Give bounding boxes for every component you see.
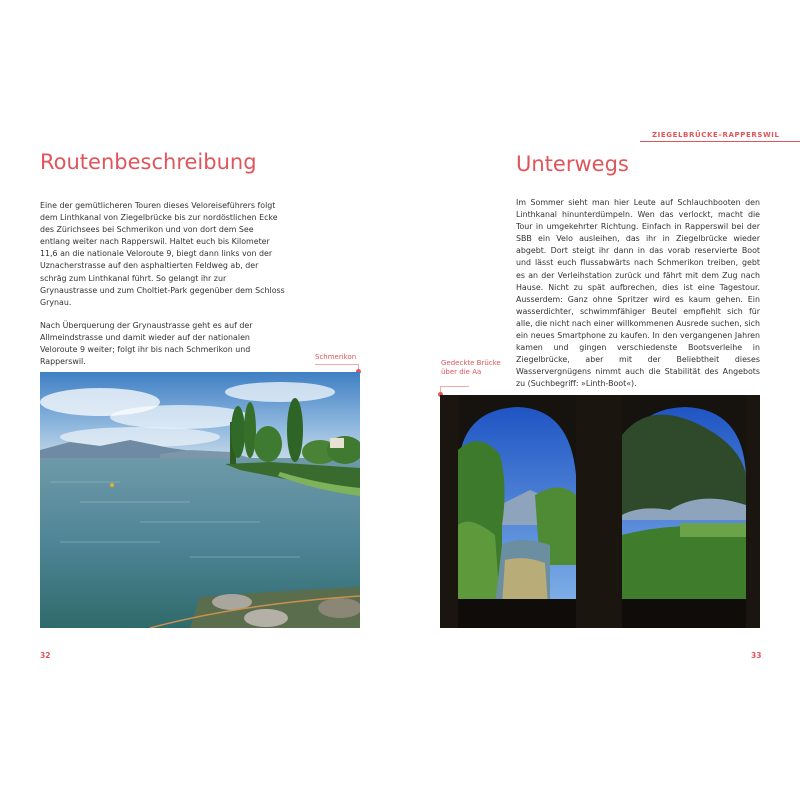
- lake-photo-image: [40, 372, 360, 628]
- running-head-rule: [640, 141, 800, 142]
- left-photo-caption: Schmerikon: [315, 353, 357, 361]
- right-photo-caption: Gedeckte Brücke über die Aa: [441, 359, 501, 376]
- right-heading: Unterwegs: [516, 152, 629, 176]
- right-paragraph-1: Im Sommer sieht man hier Leute auf Schlauchbooten den Linthkanal hinunterdümpeln. Wen das verlockt, macht die Tour in umgekehrter Richtung. Einfach in Rapperswil bei der SBB ein Velo ausleihen, das ihr in Ziegelbrücke wieder abgebt. Dort steigt ihr dann in das vorab reservierte Boot und lässt euch flussabwärts nach Schmerikon treiben, gebt es an der Verleihstation zurück und fährt mit dem Zug nach Hause. Nicht zu spät aufbrechen, dies ist eine Tagestour. Ausserdem: Ganz ohne Spritzer wird es kaum gehen. Ein wasserdichter, schwimmfähiger Beutel empfiehlt sich für alle, die nicht nach einer willkommenen Ausrede suchen, sich ein neues Smartphone zu kaufen. In den vergangenen Jahren kamen und gingen verschiedenste Bootsverleihe in Ziegelbrücke, aber mit der Beliebtheit dieses Wasservergnügens nimmt auch die Stabilität des Angebots zu (Suchbegriff: »Linth-Boot«).: [516, 198, 760, 389]
- running-head: ZIEGELBRÜCKE–RAPPERSWIL: [652, 131, 780, 139]
- page-number-right: 33: [751, 651, 762, 660]
- bridge-photo-image: [440, 395, 760, 628]
- page-number-left: 32: [40, 651, 51, 660]
- right-body: [516, 197, 760, 402]
- left-body: [40, 200, 285, 379]
- left-paragraph-1: Eine der gemütlicheren Touren dieses Veloreiseführers folgt dem Linthkanal von Ziegelbrücke bis zur nordöstlichen Ecke des Zürichsees bei Schmerikon und von dort dem See entlang weiter nach Rapperswil. Haltet euch bis Kilometer 11,6 an die nationale Veloroute 9, biegt dann links von der Uznacherstrasse auf den asphaltierten Feldweg ab, der schräg zum Linthkanal führt. So gelangt ihr zur Grynaustrasse und zum Choltiet-Park gegenüber dem Schloss Grynau.: [40, 201, 285, 307]
- lake-photo: [40, 372, 360, 628]
- left-paragraph-2: Nach Überquerung der Grynaustrasse geht es auf der Allmeindstrasse und damit wieder auf der nationalen Veloroute 9 weiter; folgt ihr bis nach Schmerikon und Rapperswil.: [40, 320, 253, 367]
- bridge-photo: [440, 395, 760, 628]
- left-heading: Routenbeschreibung: [40, 150, 257, 174]
- left-caption-leader: [315, 364, 358, 365]
- right-caption-leader: [441, 386, 469, 387]
